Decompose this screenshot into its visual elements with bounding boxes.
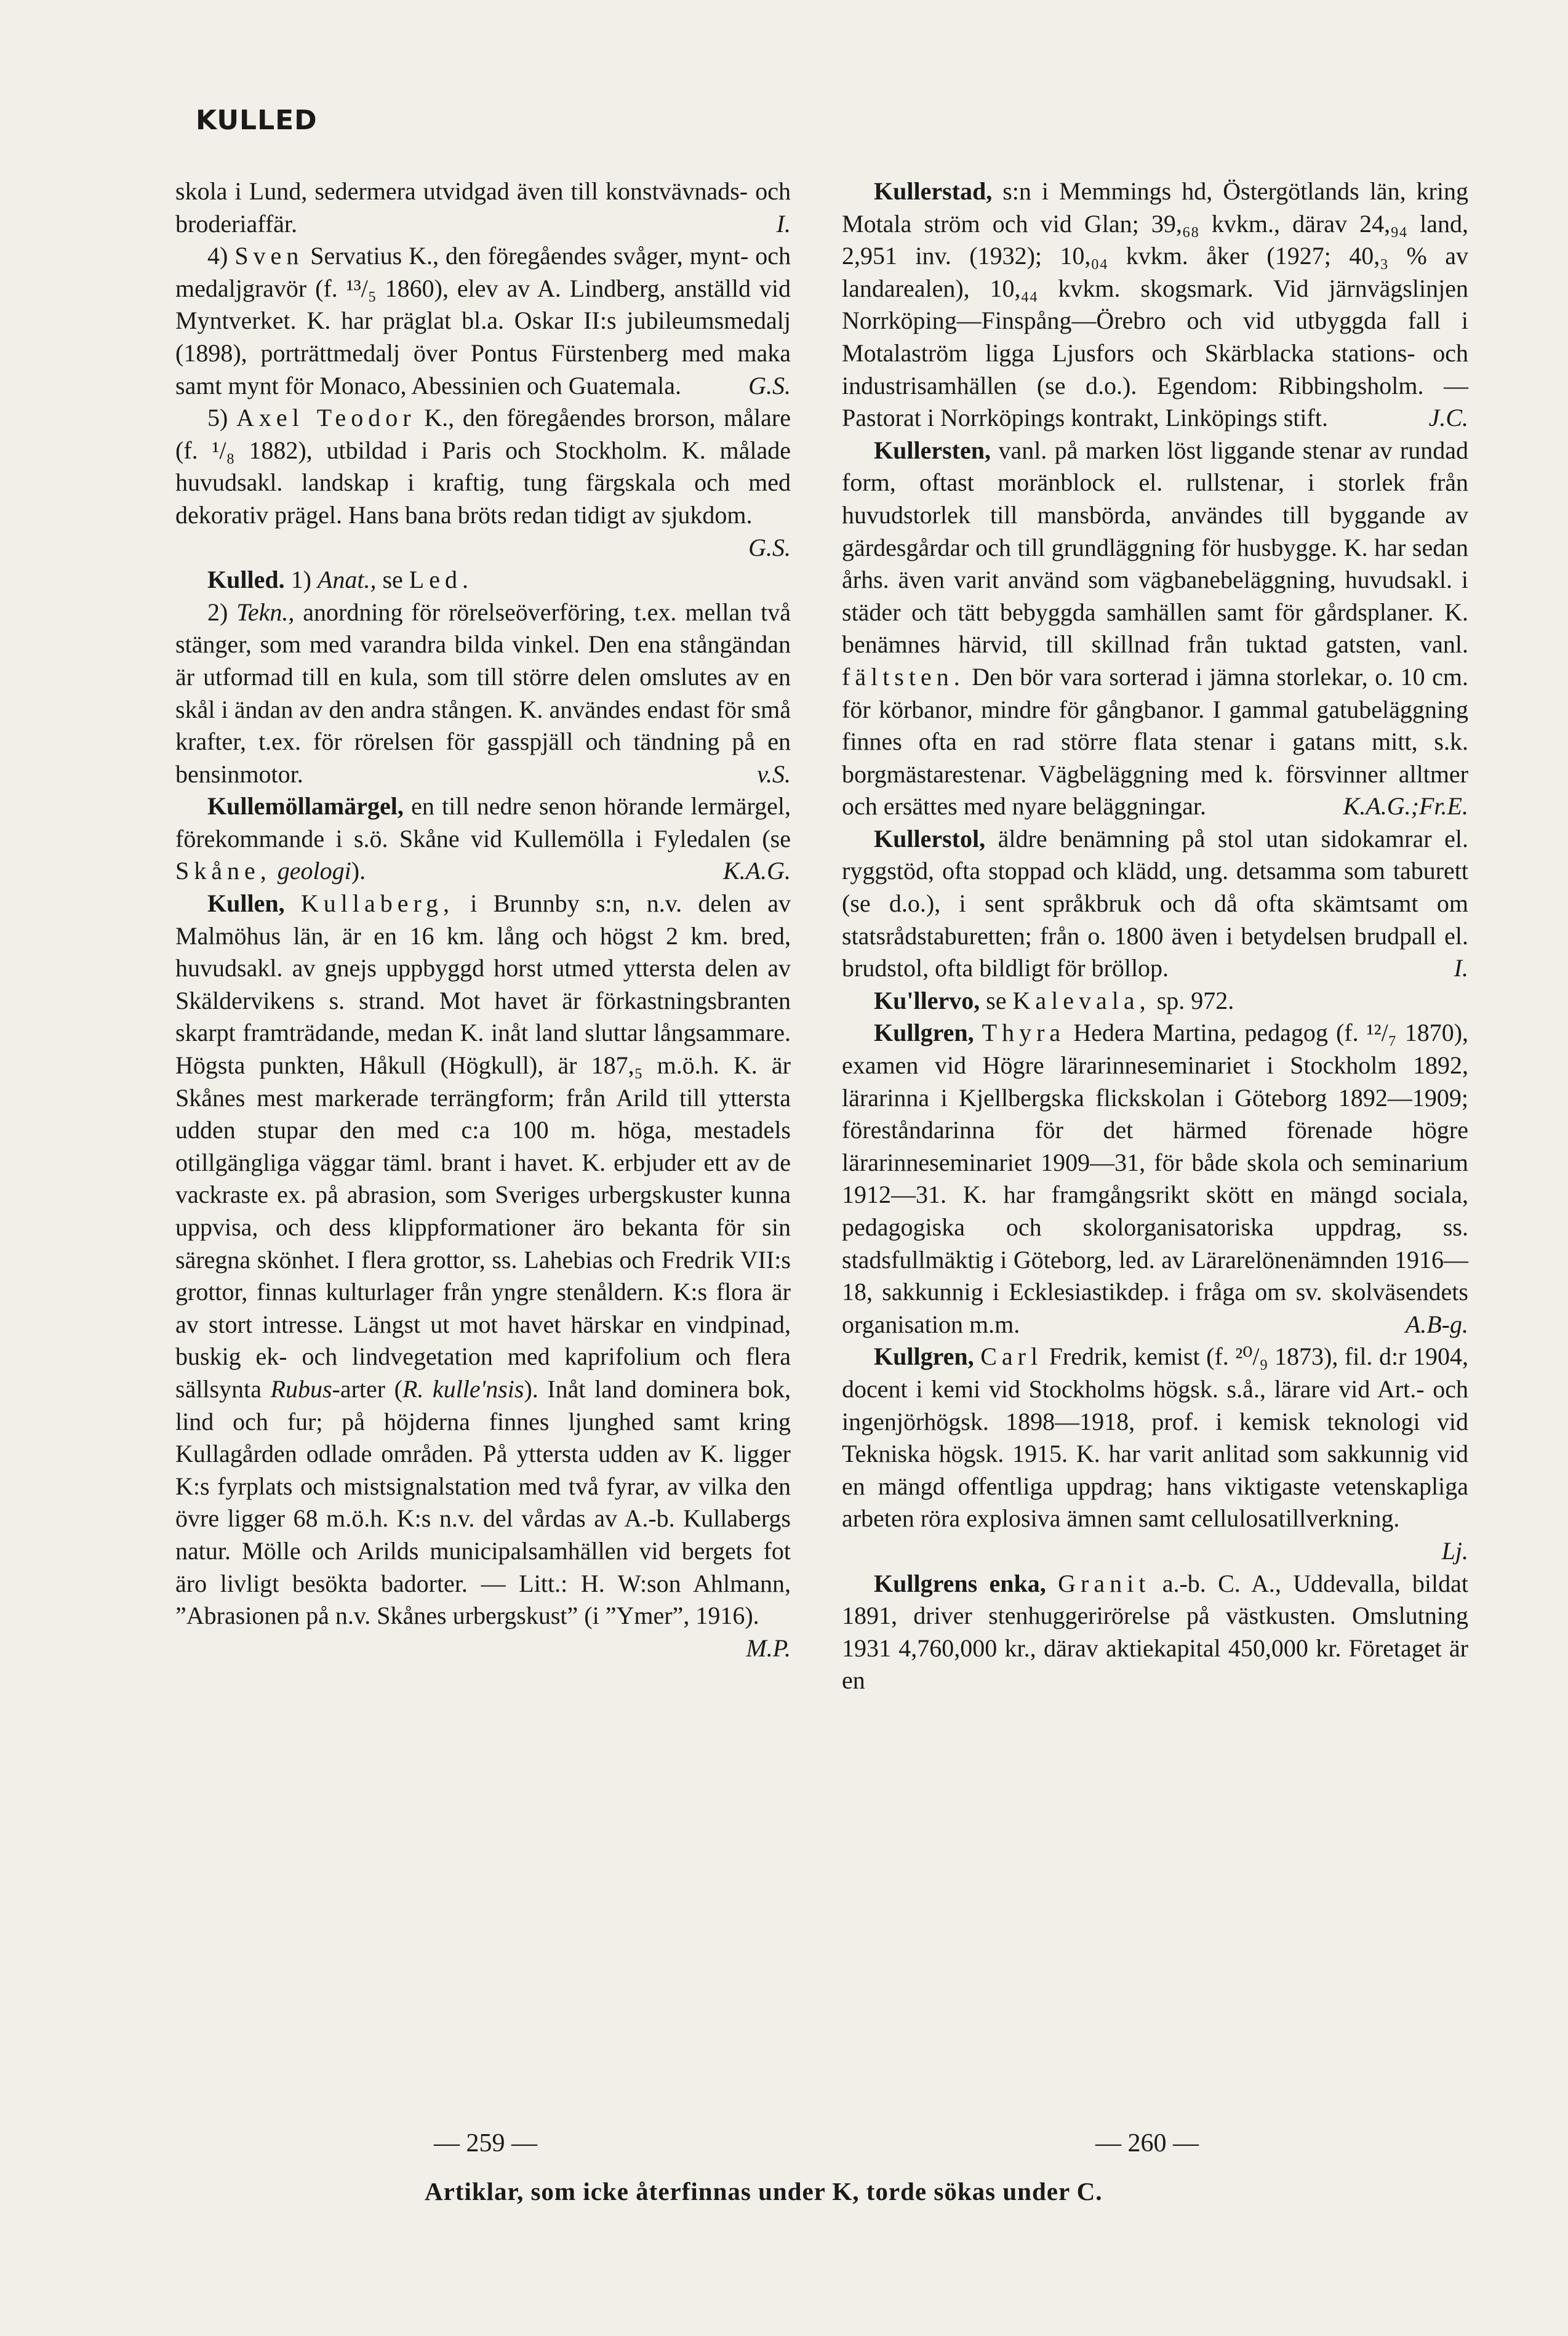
headword: Kullgren, — [874, 1019, 974, 1047]
headword: Kullgrens enka, — [874, 1569, 1046, 1597]
entry-kullerstad: Kullerstad, s:n i Memmings hd, Östergötlands län, kring Motala ström och vid Glan; 39,₆₈ kvkm., därav 24,₉₄ land, 2,951 inv. (1932); 10,₀₄ kvkm. åker (1927; 40,₃ % av landarealen), 10,₄₄ kvkm. skogsmark. Vid järnvägslinjen Norrköping—Finspång—Örebro och vid utbyggda fall i Motalaström ligga Ljusfors och Skärblacka stations- och industrisamhällen (se d.o.). Egendom: Ribbingsholm. — Pastorat i Norrköpings kontrakt, Linköpings stift. J.C. — [842, 175, 1468, 435]
running-head: KULLED — [196, 105, 318, 136]
entry-kulled: Kulled. 1) Anat., se Led. — [207, 566, 473, 594]
entry-sven-servatius: 4) Sven Servatius K., den föregåendes svåger, mynt- och medaljgravör (f. ¹³/₅ 1860), elev av A. Lindberg, anställd vid Myntverket. K. har präglat bl.a. Oskar II:s jubileumsmedalj (1898), porträttmedalj över Pontus Fürstenberg med maka samt mynt för Monaco, Abessinien och Guatemala. G.S. — [175, 240, 791, 402]
signature: I. — [1454, 954, 1468, 982]
signature: G.S. — [748, 371, 791, 399]
entry-kullemollamargel: Kullemöllamärgel, en till nedre senon hörande lermärgel, förekommande i s.ö. Skåne vid Kullemölla i Fyledalen (se Skåne, geologi). K.A.G. — [175, 790, 791, 888]
headword: Kullerstol, — [874, 824, 986, 853]
entry-kullerstol: Kullerstol, äldre benämning på stol utan sidokamrar el. ryggstöd, ofta stoppad och klädd, ung. detsamma som taburett (se d.o.), i sent språkbruk och då ofta skämtsamt om statsrådstaburetten; från o. 1800 även i betydelsen brudpall el. brudstol, ofta bildligt för bröllop. I. — [842, 823, 1468, 985]
signature: I. — [776, 209, 791, 238]
entry-kullgren-thyra: Kullgren, Thyra Hedera Martina, pedagog (f. ¹²/₇ 1870), examen vid Högre lärarinneseminariet i Stockholm 1892, lärarinna i Kjellbergska flickskolan i Göteborg 1892—1909; föreståndarinna för det härmed förenade högre lärarinneseminariet 1909—31, för både skola och seminarium 1912—31. K. har framgångsrikt skött en mängd sociala, pedagogiska och skolorganisatoriska uppdrag, ss. stadsfullmäktig i Göteborg, led. av Lärarelönenämnden 1916—18, sakkunnig i Ecklesiastikdep. i fråga om sv. skolväsendets organisation m.m. A.B-g. — [842, 1017, 1468, 1341]
signature: v.S. — [757, 760, 791, 788]
left-column — [175, 175, 791, 1664]
headword: Ku'llervo, — [874, 986, 980, 1014]
signature: K.A.G.;Fr.E. — [1343, 792, 1468, 821]
headword: Kullemöllamärgel, — [207, 792, 404, 821]
headword: Kullgren, — [874, 1343, 974, 1371]
signature: K.A.G. — [723, 857, 791, 885]
headword: Kullerstad, — [874, 177, 993, 205]
signature: J.C. — [1428, 404, 1468, 432]
headword: Kullen, — [207, 889, 285, 918]
entry-continuation: skola i Lund, sedermera utvidgad även till konstvävnads- och broderiaffär. I. — [175, 175, 791, 240]
entry-kullervo: Ku'llervo, se Kalevala, sp. 972. — [874, 986, 1234, 1014]
entry-kullen: Kullen, Kullaberg, i Brunnby s:n, n.v. delen av Malmöhus län, är en 16 km. lång och högst 2 km. bred, huvudsakl. av gnejs uppbyggd horst utmed yttersta delen av Skäldervikens s. strand. Mot havet är förkastningsbranten skarpt framträdande, medan K. inåt land sluttar långsammare. Högsta punkten, Håkull (Högkull), är 187,₅ m.ö.h. K. är Skånes mest markerade terrängform; från Arild till yttersta udden stupar den med c:a 100 m. höga, mestadels otillgängliga väggar täml. brant i havet. K. erbjuder ett av de vackraste ex. på abrasion, som Sveriges urbergskuster kunna uppvisa, och dess klippformationer äro bekanta för sin säregna skönhet. I flera grottor, ss. Lahebias och Fredrik VII:s grottor, finnas kulturlager från yngre stenåldern. K:s flora är av stort intresse. Längst ut mot havet härskar en vindpinad, buskig ek- och lindvegetation med kaprifolium och flera sällsynta Rubus-arter (R. kulle'nsis). Inåt land dominera bok, lind och fur; på höjderna finnes ljunghed samt kring Kullagården odlade områden. På yttersta udden av K. ligger K:s fyrplats och mistsignalstation med två fyrar, av vilka den övre ligger 68 m.ö.h. K:s n.v. del vårdas av A.-b. Kullabergs natur. Mölle och Arilds municipalsamhällen vid bergets fot äro livligt besökta badorter. — Litt.: H. W:son Ahlmann, ”Abrasionen på n.v. Skånes urbergskust” (i ”Ymer”, 1916). M.P. — [175, 888, 791, 1632]
page-number-left: — 259 — — [434, 2129, 537, 2157]
entry-kullersten: Kullersten, vanl. på marken löst liggande stenar av rundad form, oftast moränblock el. rullstenar, i storlek från huvudstorlek till mansbörda, användes till byggande av gärdesgårdar och till grundläggning för husbygge. K. har sedan århs. även varit använd som vägbanebeläggning, huvudsakl. i städer och tätt bebyggda samhällen samt för gårdsplaner. K. benämnes härvid, till skillnad från tuktad gatsten, vanl. fältsten. Den bör vara sorterad i jämna storlekar, o. 10 cm. för körbanor, mindre för gångbanor. I gammal gatubeläggning finnes ofta en rad större flata stenar i gatans mitt, s.k. borgmästarestenar. Vägbeläggning med k. försvinner alltmer och ersättes med nyare beläggningar. K.A.G.;Fr.E. — [842, 435, 1468, 823]
right-column — [842, 175, 1468, 1697]
page-number-right: — 260 — — [1095, 2129, 1199, 2157]
signature: A.B-g. — [1405, 1310, 1468, 1338]
signature: G.S. — [748, 533, 791, 561]
entry-kullgren-carl: Kullgren, Carl Fredrik, kemist (f. ²⁰/₉ 1873), fil. d:r 1904, docent i kemi vid Stockholms högsk. s.å., lärare vid Art.- och ingenjörhögsk. 1898—1918, prof. i kemisk teknologi vid Tekniska högsk. 1915. K. har varit anlitad som sakkunnig vid en mängd offentliga uppdrag; hans viktigaste vetenskapliga arbeten röra explosiva ämnen samt cellulosatillverkning. Lj. — [842, 1341, 1468, 1535]
entry-kulled-tekn: 2) Tekn., anordning för rörelseöverföring, t.ex. mellan två stänger, som med varandra bilda vinkel. Den ena stångändan är utformad till en kula, som till större delen omslutes av en skål i ändan av den andra stången. K. användes endast för små krafter, t.ex. för rörelsen för gasspjäll och tändning på en bensinmotor. v.S. — [175, 596, 791, 791]
signature: M.P. — [746, 1634, 791, 1662]
headword: Kulled. — [207, 566, 285, 594]
entry-axel-teodor: 5) Axel Teodor K., den föregåendes brorson, målare (f. ¹/₈ 1882), utbildad i Paris och Stockholm. K. målade huvudsakl. landskap i kraftig, tung färgskala och med dekorativ prägel. Hans bana bröts redan tidigt av sjukdom. G.S. — [175, 402, 791, 531]
entry-kullgrens-enka: Kullgrens enka, Granit a.-b. C. A., Uddevalla, bildat 1891, driver stenhuggerirörelse på västkusten. Omslutning 1931 4,760,000 kr., därav aktiekapital 450,000 kr. Företaget är en — [842, 1569, 1469, 1695]
signature: Lj. — [1441, 1536, 1468, 1565]
footer-note: Artiklar, som icke återfinnas under K, torde sökas under C. — [425, 2177, 1103, 2206]
headword: Kullersten, — [874, 436, 991, 464]
